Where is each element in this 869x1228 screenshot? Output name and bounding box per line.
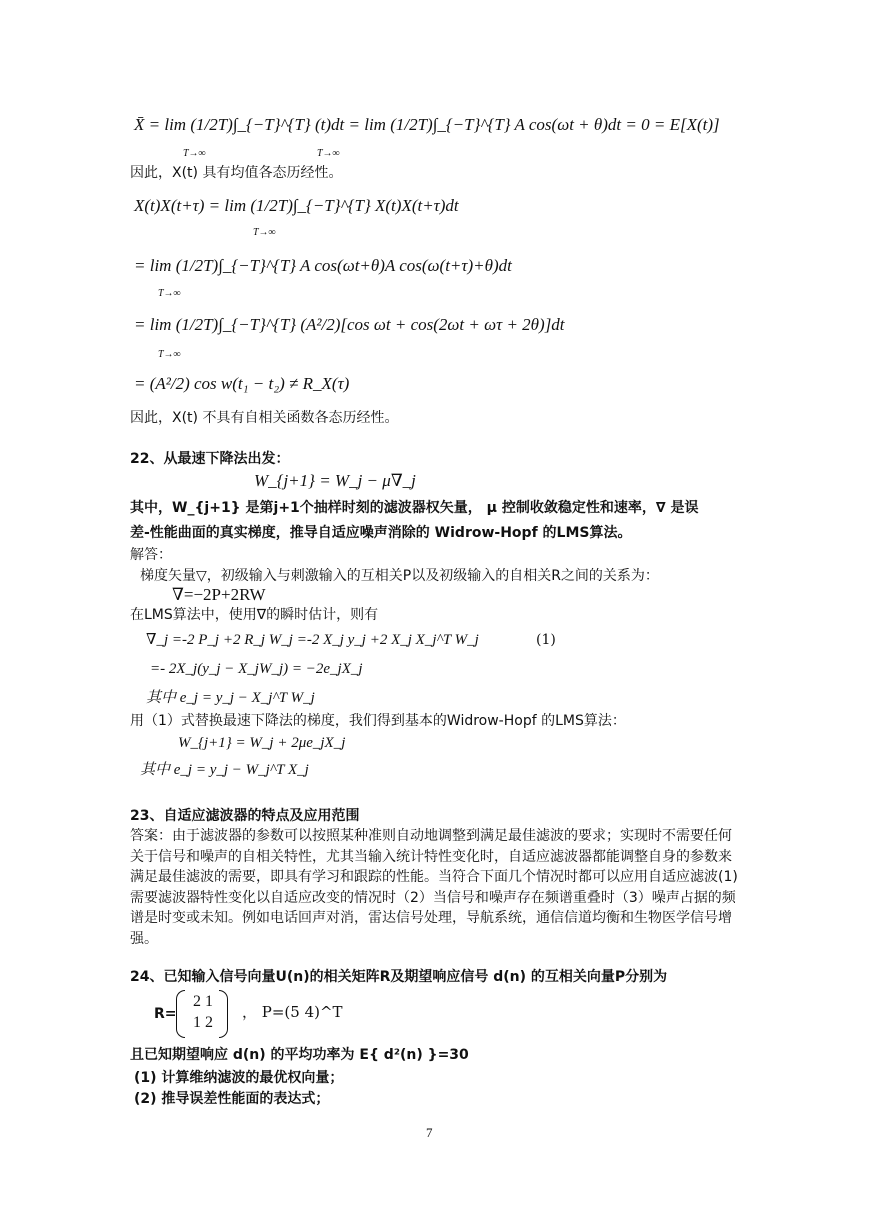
gradient-equation: ∇=−2P+2RW [172,585,266,604]
page-number: 7 [426,1125,433,1140]
desired-power-statement: 且已知期望响应 d(n) 的平均功率为 E{ d²(n) }=30 [130,1047,469,1063]
equation-autocorr-line4: = (A²/2) cos w(t₁ − t₂) ≠ R_X(τ) [134,374,350,393]
matrix-right-bracket [219,990,228,1038]
error-definition-1: 其中 e_j = y_j − X_j^T W_j [146,690,315,706]
question-22-title: 22、从最速下降法出发： [130,451,290,467]
limit-subscript: T→∞ [158,349,181,360]
mean-ergodic-text: 因此，X(t) 具有均值各态历经性。 [130,165,343,181]
equation-autocorr-line3: = lim (1/2T)∫_{−T}^{T} (A²/2)[cos ωt + cos(2ωt + ωτ + 2θ)]dt [134,315,565,334]
matrix-R [176,990,228,1036]
matrix-R-label: R= [154,1006,177,1022]
steepest-descent-equation: W_{j+1} = W_j − μ∇_j [254,471,416,490]
question-24-title: 24、已知输入信号向量U(n)的相关矩阵R及期望响应信号 d(n) 的互相关向量P分别为 [130,969,668,985]
lms-final-equation: W_{j+1} = W_j + 2μe_jX_j [178,735,346,751]
equation-time-mean: X̄ = lim (1/2T)∫_{−T}^{T} (t)dt = lim (1/2T)∫_{−T}^{T} A cos(ωt + θ)dt = 0 = E[X(t)] [134,115,720,134]
question-24-part-1: (1) 计算维纳滤波的最优权向量； [134,1070,344,1086]
gradient-intro: 梯度矢量▽，初级输入与刺激输入的互相关P以及初级输入的自相关R之间的关系为： [140,568,659,584]
equation-tag-1: (1) [536,632,556,648]
lms-gradient-estimate: ∇_j =-2 P_j +2 R_j W_j =-2 X_j y_j +2 X_j X_j^T W_j [146,632,479,648]
question-22-description-line1: 其中，W_{j+1} 是第j+1个抽样时刻的滤波器权矢量， μ 控制收敛稳定性和速率，∇ 是误 [130,500,699,516]
error-definition-2: 其中 e_j = y_j − W_j^T X_j [140,762,309,778]
limit-subscript: T→∞ [158,288,181,299]
question-22-description-line2: 差-性能曲面的真实梯度，推导自适应噪声消除的 Widrow-Hopf 的LMS算法。 [130,525,632,541]
matrix-row-1: 2 1 [193,993,213,1010]
matrix-left-bracket [176,990,185,1038]
limit-subscript: T→∞ [317,148,340,159]
limit-subscript: T→∞ [183,148,206,159]
equation-autocorr-line2: = lim (1/2T)∫_{−T}^{T} A cos(ωt+θ)A cos(ω(t+τ)+θ)dt [134,256,512,275]
not-ergodic-text: 因此，X(t) 不具有自相关函数各态历经性。 [130,410,399,426]
answer-label: 解答： [130,547,172,563]
question-24-part-2: (2) 推导误差性能面的表达式； [134,1091,330,1107]
question-23-title: 23、自适应滤波器的特点及应用范围 [130,808,360,824]
question-23-answer: 答案：由于滤波器的参数可以按照某种准则自动地调整到满足最佳滤波的要求；实现时不需要任何关于信号和噪声的自相关特性，尤其当输入统计特性变化时，自适应滤波器都能调整自身的参数来满足最佳滤波的需要，即具有学习和跟踪的性能。当符合下面几个情况时都可以应用自适应滤波(1)需要滤波器特性变化以自适应改变的情况时（2）当信号和噪声存在频谱重叠时（3）噪声占据的频谱是时变或未知。例如电话回声对消，雷达信号处理，导航系统，通信信道均衡和生物医学信号增强。 [130,828,738,947]
limit-subscript: T→∞ [253,227,276,238]
lms-intro: 在LMS算法中，使用∇的瞬时估计，则有 [130,607,379,623]
vector-P: ， P=(5 4)^T [242,1003,343,1021]
lms-gradient-simplified: =- 2X_j(y_j − X_jW_j) = −2e_jX_j [150,661,363,677]
matrix-row-2: 1 2 [193,1014,213,1031]
lms-replace-text: 用（1）式替换最速下降法的梯度，我们得到基本的Widrow-Hopf 的LMS算法： [130,713,626,729]
equation-autocorr-line1: X(t)X(t+τ) = lim (1/2T)∫_{−T}^{T} X(t)X(t+τ)dt [134,196,459,215]
